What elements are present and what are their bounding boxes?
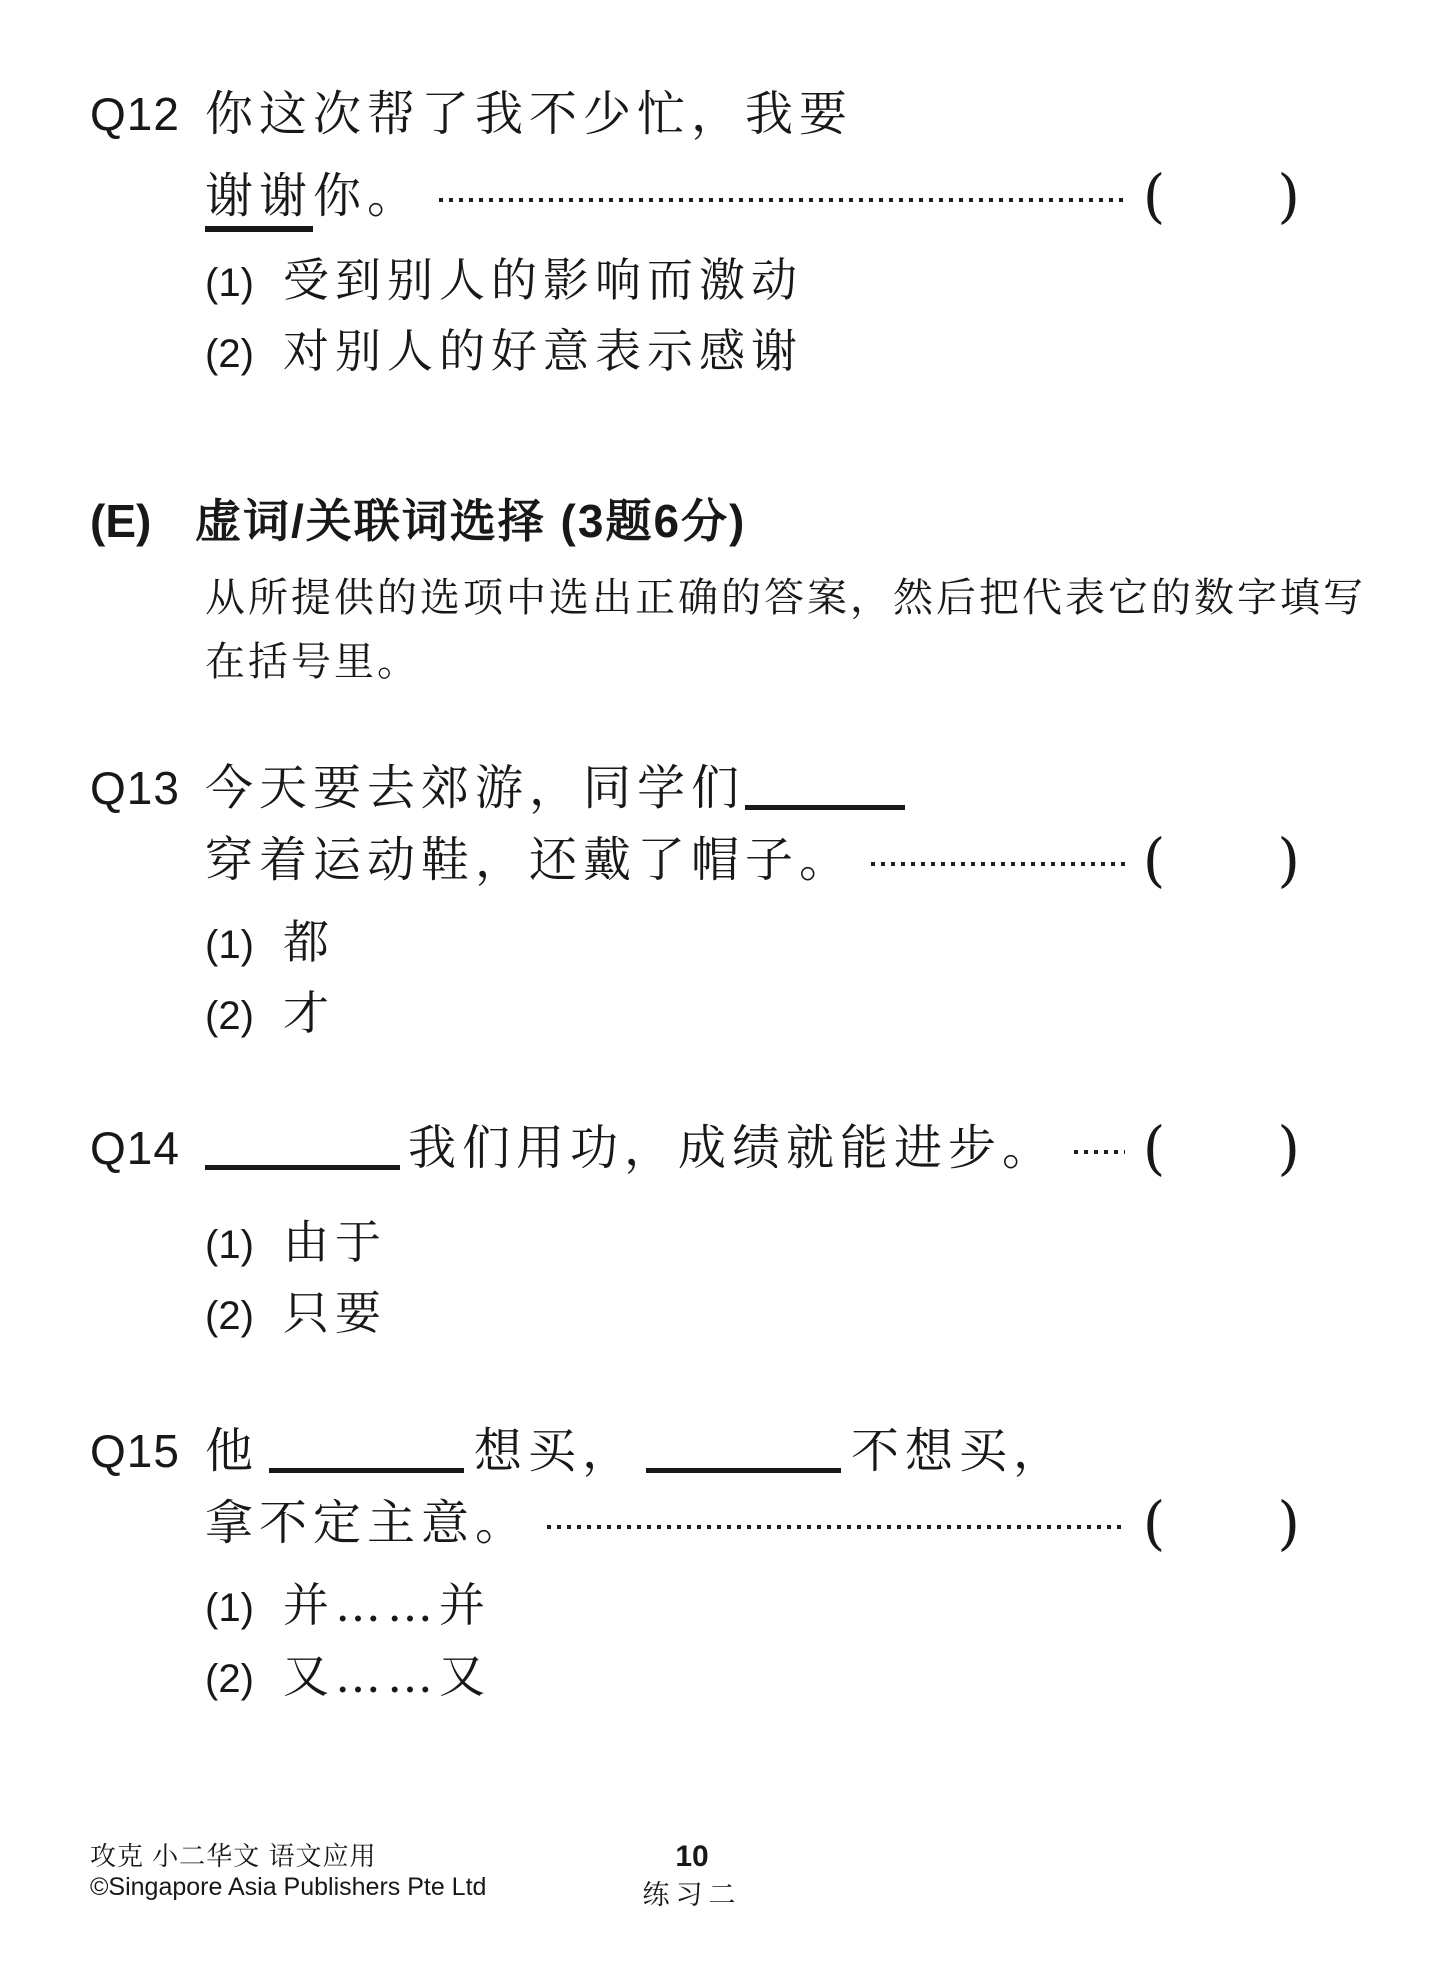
option-text: 才: [283, 986, 335, 1040]
fill-in-blank: [205, 1165, 400, 1170]
question-q13: [90, 752, 1300, 1050]
option-text: 由于: [283, 1215, 387, 1269]
answer-bracket-close: ): [1277, 1489, 1300, 1557]
option-text: 对别人的好意表示感谢: [283, 324, 803, 378]
option-2: [205, 1642, 1300, 1713]
question-text-line2: [205, 824, 1300, 896]
answer-bracket-open: (: [1142, 1489, 1166, 1557]
option-number: (1): [205, 1223, 254, 1267]
option-number: (2): [205, 994, 254, 1038]
instructions-line2: 在括号里。: [205, 640, 420, 684]
option-number: (1): [205, 261, 254, 305]
option-text: 都: [283, 915, 335, 969]
question-q14: [90, 1112, 1300, 1350]
options-list: [205, 908, 1300, 1050]
question-number: Q13: [90, 762, 180, 814]
question-number: Q15: [90, 1425, 180, 1477]
section-instructions: [205, 566, 1366, 694]
exercise-label: 练习二: [642, 1880, 742, 1911]
question-q15: [90, 1415, 1300, 1713]
question-number: Q14: [90, 1122, 180, 1174]
options-list: [205, 1571, 1300, 1713]
option-number: (1): [205, 923, 254, 967]
fill-in-blank: [646, 1468, 841, 1473]
question-text-line2: [205, 160, 1300, 232]
option-number: (2): [205, 1294, 254, 1338]
question-number: Q12: [90, 88, 180, 140]
section-e: [90, 492, 1366, 694]
option-text: 受到别人的影响而激动: [283, 253, 803, 307]
dotted-leader: [439, 198, 1125, 202]
section-label: (E): [90, 495, 152, 547]
answer-bracket-close: ): [1277, 826, 1300, 894]
question-text-line1: 你这次帮了我不少忙，我要: [205, 86, 854, 142]
option-1: [205, 246, 1300, 317]
book-title: 攻克 小二华文 语文应用: [90, 1841, 377, 1871]
fill-in-blank: [745, 805, 905, 810]
question-text-line2: [205, 1487, 1300, 1559]
option-1: [205, 1208, 1300, 1279]
publisher-copyright: ©Singapore Asia Publishers Pte Ltd: [90, 1873, 487, 1901]
dotted-leader: [1074, 1150, 1125, 1154]
underlined-word: 谢谢: [205, 168, 313, 232]
question-text-line1: 他 想买， 不想买，: [205, 1423, 1068, 1479]
answer-bracket-open: (: [1142, 162, 1166, 230]
question-text-rest: 拿不定主意。: [205, 1495, 530, 1551]
option-2: [205, 1279, 1300, 1350]
footer-imprint: [90, 1840, 486, 1903]
option-number: (2): [205, 332, 254, 376]
option-number: (2): [205, 1657, 254, 1701]
question-text-line1: 今天要去郊游，同学们: [205, 752, 1300, 824]
option-2: [205, 979, 1300, 1050]
option-text: 又……又: [283, 1649, 491, 1703]
option-2: [205, 317, 1300, 388]
option-text: 并……并: [283, 1578, 491, 1632]
dotted-leader: [871, 862, 1125, 866]
answer-bracket-open: (: [1142, 826, 1166, 894]
page-number: 10: [675, 1840, 709, 1873]
instructions-line1: 从所提供的选项中选出正确的答案，然后把代表它的数字填写: [205, 576, 1366, 620]
option-1: [205, 1571, 1300, 1642]
answer-bracket-close: ): [1277, 162, 1300, 230]
options-list: [205, 246, 1300, 388]
answer-bracket-close: ): [1277, 1114, 1300, 1182]
option-text: 只要: [283, 1286, 387, 1340]
option-number: (1): [205, 1586, 254, 1630]
fill-in-blank: [269, 1468, 464, 1473]
question-text-rest: 穿着运动鞋，还戴了帽子。: [205, 832, 854, 888]
question-q12: [90, 78, 1300, 388]
answer-bracket-open: (: [1142, 1114, 1166, 1182]
question-text-rest: 你。: [313, 168, 422, 224]
options-list: [205, 1208, 1300, 1350]
option-1: [205, 908, 1300, 979]
question-text-line1: 我们用功，成绩就能进步。 ( ): [205, 1112, 1300, 1184]
dotted-leader: [547, 1525, 1125, 1529]
section-title: 虚词/关联词选择 (3题6分): [195, 495, 747, 547]
footer-page-info: [597, 1841, 787, 1911]
